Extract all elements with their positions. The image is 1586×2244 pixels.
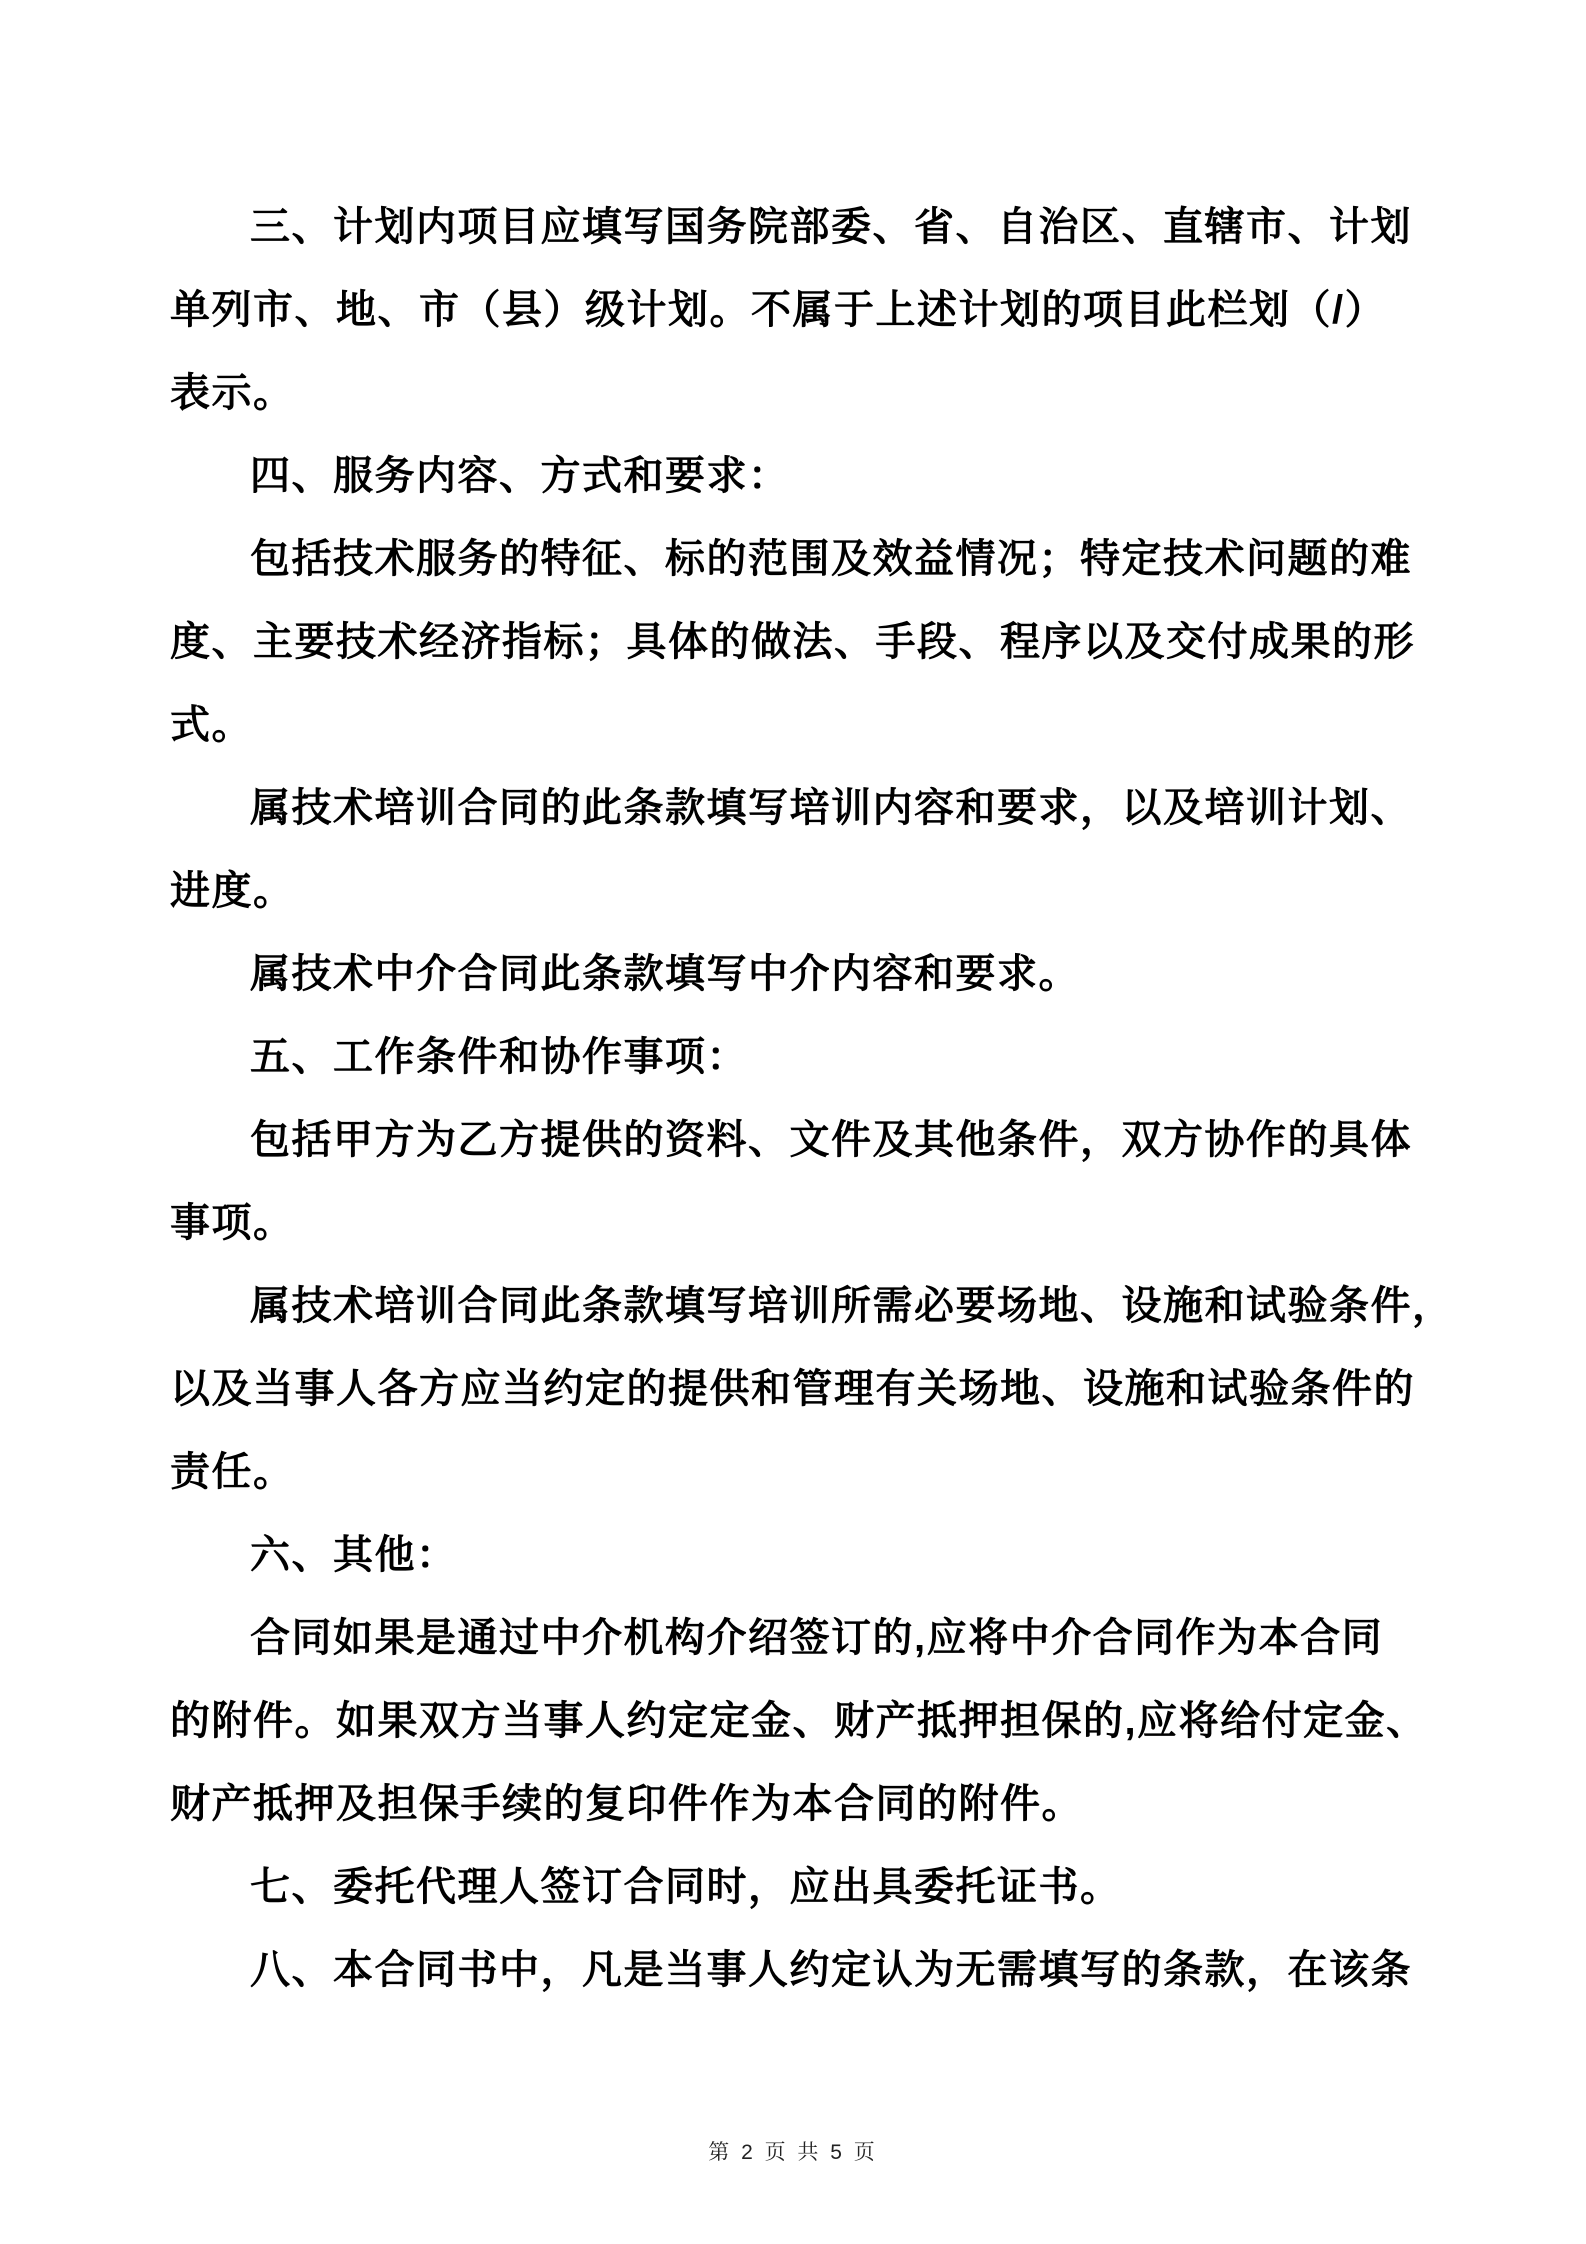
text-line: 八、本合同书中，凡是当事人约定认为无需填写的条款，在该条 bbox=[250, 1948, 1412, 1992]
text-line: 六、其他： bbox=[250, 1533, 458, 1577]
text-line: 财产抵押及担保手续的复印件作为本合同的附件。 bbox=[170, 1782, 1083, 1826]
text-line: 五、工作条件和协作事项： bbox=[250, 1035, 748, 1079]
text-line: 四、服务内容、方式和要求： bbox=[250, 454, 790, 498]
text-line: 包括甲方为乙方提供的资料、文件及其他条件，双方协作的具体 bbox=[250, 1118, 1412, 1162]
text-line: 表示。 bbox=[170, 371, 295, 415]
text-line: 度、主要技术经济指标；具体的做法、手段、程序以及交付成果的形 bbox=[170, 620, 1415, 664]
text-line: 合同如果是通过中介机构介绍签订的,应将中介合同作为本合同 bbox=[250, 1616, 1384, 1660]
text-line: 属技术中介合同此条款填写中介内容和要求。 bbox=[250, 952, 1080, 996]
document-body bbox=[170, 186, 1454, 2012]
page-footer: 第 2 页 共 5 页 bbox=[708, 2141, 878, 2164]
text-line: 式。 bbox=[170, 703, 253, 747]
text-line: 七、委托代理人签订合同时，应出具委托证书。 bbox=[250, 1865, 1122, 1909]
text-line: 三、计划内项目应填写国务院部委、省、自治区、直辖市、计划 bbox=[250, 205, 1412, 249]
text-line: 以及当事人各方应当约定的提供和管理有关场地、设施和试验条件的 bbox=[170, 1367, 1415, 1411]
text-line: 的附件。如果双方当事人约定定金、财产抵押担保的,应将给付定金、 bbox=[170, 1699, 1428, 1743]
text-line: 进度。 bbox=[170, 869, 295, 913]
text-line: 事项。 bbox=[170, 1201, 295, 1245]
text-line: 属技术培训合同的此条款填写培训内容和要求，以及培训计划、 bbox=[250, 786, 1412, 830]
text-line: 包括技术服务的特征、标的范围及效益情况；特定技术问题的难 bbox=[250, 537, 1412, 581]
text-line: 责任。 bbox=[170, 1450, 295, 1494]
text-line: 单列市、地、市（县）级计划。不属于上述计划的项目此栏划（/） bbox=[170, 288, 1387, 332]
text-line: 属技术培训合同此条款填写培训所需必要场地、设施和试验条件， bbox=[250, 1284, 1454, 1328]
